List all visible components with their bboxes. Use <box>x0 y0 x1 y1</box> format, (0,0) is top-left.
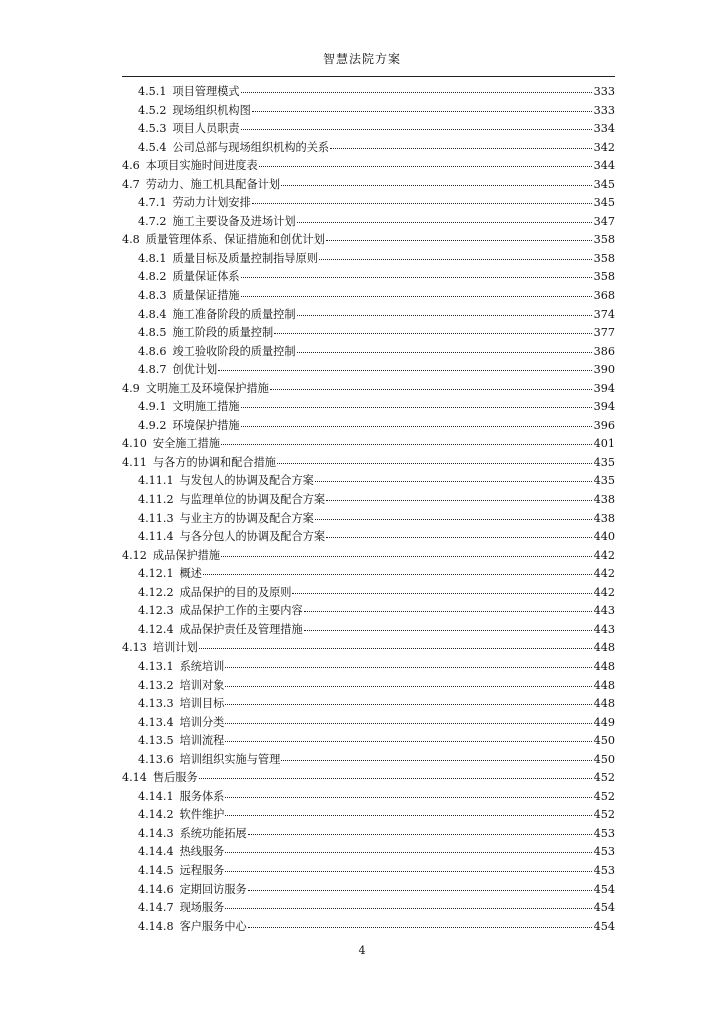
toc-entry-page: 386 <box>593 344 615 358</box>
toc-dot-leader <box>225 871 592 872</box>
toc-entry-number: 4.11.1 <box>138 474 174 488</box>
toc-dot-leader <box>330 148 592 149</box>
toc-entry-number: 4.14.1 <box>138 789 174 803</box>
toc-entry[interactable] <box>122 139 615 158</box>
toc-dot-leader <box>203 574 592 575</box>
toc-entry-page: 333 <box>593 85 615 98</box>
toc-entry-number: 4.13.1 <box>138 659 174 673</box>
toc-entry-number: 4.8.1 <box>138 251 167 265</box>
toc-entry-number: 4.13 <box>122 641 147 655</box>
toc-entry-title: 与各分包人的协调及配合方案 <box>179 530 326 544</box>
toc-dot-leader <box>221 556 592 557</box>
toc-entry-title: 施工阶段的质量控制 <box>172 326 274 340</box>
toc-entry-page: 333 <box>593 103 615 117</box>
toc-entry-page: 401 <box>593 437 615 451</box>
table-of-contents <box>122 83 615 936</box>
toc-entry-title: 项目人员职责 <box>172 122 240 136</box>
toc-entry-page: 334 <box>593 122 615 136</box>
toc-entry-number: 4.14.7 <box>138 901 174 915</box>
toc-entry-title: 与各方的协调和配合措施 <box>152 455 276 469</box>
toc-entry[interactable] <box>122 194 615 213</box>
toc-entry-page: 394 <box>593 381 615 395</box>
toc-entry-page: 377 <box>593 326 615 340</box>
toc-entry[interactable] <box>122 862 615 881</box>
toc-entry[interactable] <box>122 695 615 714</box>
toc-entry-page: 390 <box>593 363 615 377</box>
toc-entry[interactable] <box>122 343 615 362</box>
toc-entry-title: 服务体系 <box>179 789 225 803</box>
toc-dot-leader <box>297 315 592 316</box>
toc-entry-number: 4.5.2 <box>138 103 167 117</box>
toc-entry[interactable] <box>122 102 615 121</box>
toc-entry-page: 450 <box>593 734 615 748</box>
toc-entry-page: 453 <box>593 863 615 877</box>
toc-entry-number: 4.14.4 <box>138 845 174 859</box>
toc-entry-title: 培训流程 <box>179 734 225 748</box>
toc-entry-page: 358 <box>593 233 615 247</box>
toc-entry-title: 劳动力、施工机具配备计划 <box>145 177 281 191</box>
toc-entry-number: 4.13.6 <box>138 752 174 766</box>
toc-entry-number: 4.8 <box>122 233 140 247</box>
toc-entry-page: 396 <box>593 418 615 432</box>
toc-entry[interactable] <box>122 510 615 529</box>
toc-entry-title: 公司总部与现场组织机构的关系 <box>172 140 330 154</box>
toc-entry-page: 358 <box>593 270 615 284</box>
toc-dot-leader <box>297 352 592 353</box>
toc-entry-number: 4.5.1 <box>138 85 167 98</box>
toc-entry-title: 安全施工措施 <box>152 437 221 451</box>
toc-entry-title: 系统培训 <box>179 659 225 673</box>
toc-entry[interactable] <box>122 843 615 862</box>
toc-entry-title: 现场服务 <box>179 901 225 915</box>
toc-dot-leader <box>248 927 592 928</box>
toc-entry-number: 4.9.2 <box>138 418 167 432</box>
toc-entry-page: 342 <box>593 140 615 154</box>
page-number: 4 <box>358 944 366 957</box>
toc-dot-leader <box>281 185 592 186</box>
toc-entry[interactable] <box>122 528 615 547</box>
toc-entry-number: 4.5.3 <box>138 122 167 136</box>
toc-entry-title: 与业主方的协调及配合方案 <box>179 511 314 525</box>
toc-entry-number: 4.13.3 <box>138 697 174 711</box>
toc-dot-leader <box>315 481 592 482</box>
toc-entry[interactable] <box>122 788 615 807</box>
toc-entry[interactable] <box>122 769 615 788</box>
toc-dot-leader <box>199 648 592 649</box>
toc-entry[interactable] <box>122 435 615 454</box>
toc-entry-page: 442 <box>593 567 615 581</box>
toc-entry[interactable] <box>122 361 615 380</box>
toc-entry-page: 438 <box>593 511 615 525</box>
toc-entry-number: 4.9.1 <box>138 400 167 414</box>
toc-dot-leader <box>297 222 592 223</box>
toc-entry-title: 文明施工及环境保护措施 <box>145 381 269 395</box>
toc-dot-leader <box>241 407 592 408</box>
toc-entry[interactable] <box>122 472 615 491</box>
toc-dot-leader <box>241 426 592 427</box>
toc-entry[interactable] <box>122 83 615 102</box>
toc-entry-title: 环境保护措施 <box>172 418 240 432</box>
toc-dot-leader <box>326 500 592 501</box>
toc-entry-page: 448 <box>593 659 615 673</box>
toc-entry[interactable] <box>122 417 615 436</box>
toc-dot-leader <box>319 259 592 260</box>
toc-dot-leader <box>241 92 592 93</box>
toc-entry-number: 4.14.2 <box>138 808 174 822</box>
header-divider <box>122 76 615 77</box>
toc-entry-page: 394 <box>593 400 615 414</box>
toc-entry-number: 4.11.3 <box>138 511 174 525</box>
toc-entry-page: 374 <box>593 307 615 321</box>
toc-entry-page: 450 <box>593 752 615 766</box>
toc-entry-number: 4.8.3 <box>138 289 167 303</box>
toc-entry-title: 系统功能拓展 <box>179 826 247 840</box>
toc-entry-number: 4.14.6 <box>138 882 174 896</box>
toc-entry-page: 368 <box>593 289 615 303</box>
toc-dot-leader <box>281 760 592 761</box>
toc-entry[interactable] <box>122 621 615 640</box>
toc-entry-number: 4.8.4 <box>138 307 167 321</box>
toc-dot-leader <box>241 277 592 278</box>
toc-entry-page: 345 <box>593 196 615 210</box>
toc-entry[interactable] <box>122 806 615 825</box>
toc-entry[interactable] <box>122 120 615 139</box>
toc-dot-leader <box>248 890 592 891</box>
toc-dot-leader <box>225 741 592 742</box>
toc-entry-title: 成品保护的目的及原则 <box>179 585 292 599</box>
toc-dot-leader <box>252 111 592 112</box>
toc-entry-page: 442 <box>593 585 615 599</box>
toc-entry-title: 成品保护责任及管理措施 <box>179 622 303 636</box>
toc-entry-number: 4.12.2 <box>138 585 174 599</box>
toc-entry-title: 项目管理模式 <box>172 85 240 98</box>
toc-entry-title: 竣工验收阶段的质量控制 <box>172 344 296 358</box>
toc-entry-page: 452 <box>593 771 615 785</box>
toc-dot-leader <box>277 463 592 464</box>
toc-entry[interactable] <box>122 287 615 306</box>
toc-entry-page: 454 <box>593 919 615 933</box>
toc-dot-leader <box>241 129 592 130</box>
toc-entry-title: 培训目标 <box>179 697 225 711</box>
toc-entry-title: 劳动力计划安排 <box>172 196 251 210</box>
toc-entry-number: 4.5.4 <box>138 140 167 154</box>
toc-entry-page: 345 <box>593 177 615 191</box>
toc-dot-leader <box>326 537 592 538</box>
toc-entry-page: 449 <box>593 715 615 729</box>
toc-dot-leader <box>241 296 592 297</box>
toc-entry-number: 4.11 <box>122 455 147 469</box>
toc-entry[interactable] <box>122 677 615 696</box>
toc-entry-page: 454 <box>593 901 615 915</box>
toc-entry-number: 4.7.2 <box>138 214 167 228</box>
toc-entry-page: 438 <box>593 493 615 507</box>
toc-entry-title: 定期回访服务 <box>179 882 247 896</box>
toc-dot-leader <box>225 815 592 816</box>
toc-entry-title: 客户服务中心 <box>179 919 247 933</box>
toc-entry-title: 售后服务 <box>152 771 198 785</box>
toc-entry-page: 358 <box>593 251 615 265</box>
toc-entry-title: 质量保证措施 <box>172 289 240 303</box>
toc-entry-page: 435 <box>593 474 615 488</box>
toc-entry-number: 4.8.6 <box>138 344 167 358</box>
toc-entry-number: 4.12.1 <box>138 567 174 581</box>
toc-dot-leader <box>304 630 592 631</box>
toc-entry-page: 347 <box>593 214 615 228</box>
toc-entry-page: 443 <box>593 604 615 618</box>
toc-entry[interactable] <box>122 380 615 399</box>
toc-entry[interactable] <box>122 157 615 176</box>
toc-entry-title: 概述 <box>179 567 202 581</box>
toc-entry-title: 培训分类 <box>179 715 225 729</box>
toc-dot-leader <box>225 723 592 724</box>
toc-entry[interactable] <box>122 547 615 566</box>
toc-entry-title: 文明施工措施 <box>172 400 240 414</box>
toc-entry-title: 与监理单位的协调及配合方案 <box>179 493 326 507</box>
toc-entry-number: 4.14.5 <box>138 863 174 877</box>
toc-dot-leader <box>292 593 592 594</box>
toc-dot-leader <box>225 686 592 687</box>
toc-entry-page: 442 <box>593 548 615 562</box>
toc-entry-page: 453 <box>593 826 615 840</box>
toc-entry-title: 热线服务 <box>179 845 225 859</box>
toc-entry-title: 培训组织实施与管理 <box>179 752 281 766</box>
toc-dot-leader <box>259 166 592 167</box>
toc-entry-number: 4.8.7 <box>138 363 167 377</box>
toc-entry-page: 454 <box>593 882 615 896</box>
toc-dot-leader <box>225 667 592 668</box>
toc-dot-leader <box>199 778 592 779</box>
toc-entry[interactable] <box>122 213 615 232</box>
toc-entry-title: 质量保证体系 <box>172 270 240 284</box>
toc-entry-number: 4.12.4 <box>138 622 174 636</box>
toc-entry[interactable] <box>122 658 615 677</box>
toc-entry[interactable] <box>122 918 615 937</box>
toc-entry[interactable] <box>122 899 615 918</box>
toc-entry-title: 施工准备阶段的质量控制 <box>172 307 296 321</box>
toc-entry-number: 4.9 <box>122 381 140 395</box>
toc-entry-number: 4.13.2 <box>138 678 174 692</box>
toc-entry-number: 4.14 <box>122 771 147 785</box>
toc-dot-leader <box>225 852 592 853</box>
toc-entry-title: 培训对象 <box>179 678 225 692</box>
toc-entry-number: 4.8.5 <box>138 326 167 340</box>
toc-entry[interactable] <box>122 602 615 621</box>
toc-entry[interactable] <box>122 398 615 417</box>
toc-entry-number: 4.6 <box>122 159 140 173</box>
toc-entry[interactable] <box>122 825 615 844</box>
toc-dot-leader <box>252 203 592 204</box>
toc-dot-leader <box>270 389 592 390</box>
toc-dot-leader <box>315 519 592 520</box>
toc-entry-number: 4.12 <box>122 548 147 562</box>
toc-entry-page: 448 <box>593 641 615 655</box>
toc-entry-page: 448 <box>593 678 615 692</box>
toc-entry-number: 4.13.4 <box>138 715 174 729</box>
toc-dot-leader <box>304 611 592 612</box>
toc-entry-page: 443 <box>593 622 615 636</box>
toc-entry-title: 软件维护 <box>179 808 225 822</box>
toc-entry[interactable] <box>122 306 615 325</box>
toc-entry-number: 4.7.1 <box>138 196 167 210</box>
toc-entry[interactable] <box>122 491 615 510</box>
toc-entry-page: 448 <box>593 697 615 711</box>
toc-entry[interactable] <box>122 176 615 195</box>
toc-entry-title: 质量管理体系、保证措施和创优计划 <box>145 233 325 247</box>
toc-entry[interactable] <box>122 231 615 250</box>
toc-entry[interactable] <box>122 584 615 603</box>
toc-entry-title: 与发包人的协调及配合方案 <box>179 474 314 488</box>
toc-entry-number: 4.7 <box>122 177 140 191</box>
toc-entry-title: 施工主要设备及进场计划 <box>172 214 296 228</box>
toc-entry-title: 质量目标及质量控制指导原则 <box>172 251 318 265</box>
toc-entry[interactable] <box>122 881 615 900</box>
toc-entry-page: 452 <box>593 789 615 803</box>
toc-entry-number: 4.8.2 <box>138 270 167 284</box>
toc-entry-number: 4.11.2 <box>138 493 174 507</box>
page-header-title: 智慧法院方案 <box>322 52 401 66</box>
toc-entry-page: 435 <box>593 455 615 469</box>
toc-entry[interactable] <box>122 732 615 751</box>
toc-entry[interactable] <box>122 565 615 584</box>
toc-entry-title: 本项目实施时间进度表 <box>145 159 258 173</box>
toc-entry-page: 440 <box>593 530 615 544</box>
toc-entry-title: 成品保护措施 <box>152 548 221 562</box>
toc-entry-number: 4.14.8 <box>138 919 174 933</box>
toc-entry[interactable] <box>122 751 615 770</box>
toc-entry[interactable] <box>122 268 615 287</box>
toc-entry-title: 成品保护工作的主要内容 <box>179 604 303 618</box>
toc-entry[interactable] <box>122 324 615 343</box>
toc-entry[interactable] <box>122 714 615 733</box>
toc-dot-leader <box>326 240 592 241</box>
toc-entry-page: 452 <box>593 808 615 822</box>
toc-entry-number: 4.14.3 <box>138 826 174 840</box>
toc-dot-leader <box>225 704 592 705</box>
toc-entry-title: 远程服务 <box>179 863 225 877</box>
toc-entry-number: 4.10 <box>122 437 147 451</box>
toc-entry-title: 培训计划 <box>152 641 198 655</box>
toc-entry-number: 4.12.3 <box>138 604 174 618</box>
toc-entry-number: 4.11.4 <box>138 530 174 544</box>
toc-entry-page: 453 <box>593 845 615 859</box>
toc-dot-leader <box>218 370 592 371</box>
toc-entry[interactable] <box>122 250 615 269</box>
toc-dot-leader <box>248 834 592 835</box>
toc-entry[interactable] <box>122 639 615 658</box>
toc-dot-leader <box>221 444 592 445</box>
toc-entry[interactable] <box>122 454 615 473</box>
toc-dot-leader <box>225 797 592 798</box>
toc-dot-leader <box>274 333 592 334</box>
toc-entry-number: 4.13.5 <box>138 734 174 748</box>
toc-entry-title: 创优计划 <box>172 363 218 377</box>
toc-entry-title: 现场组织机构图 <box>172 103 251 117</box>
toc-entry-page: 344 <box>593 159 615 173</box>
toc-dot-leader <box>225 908 592 909</box>
